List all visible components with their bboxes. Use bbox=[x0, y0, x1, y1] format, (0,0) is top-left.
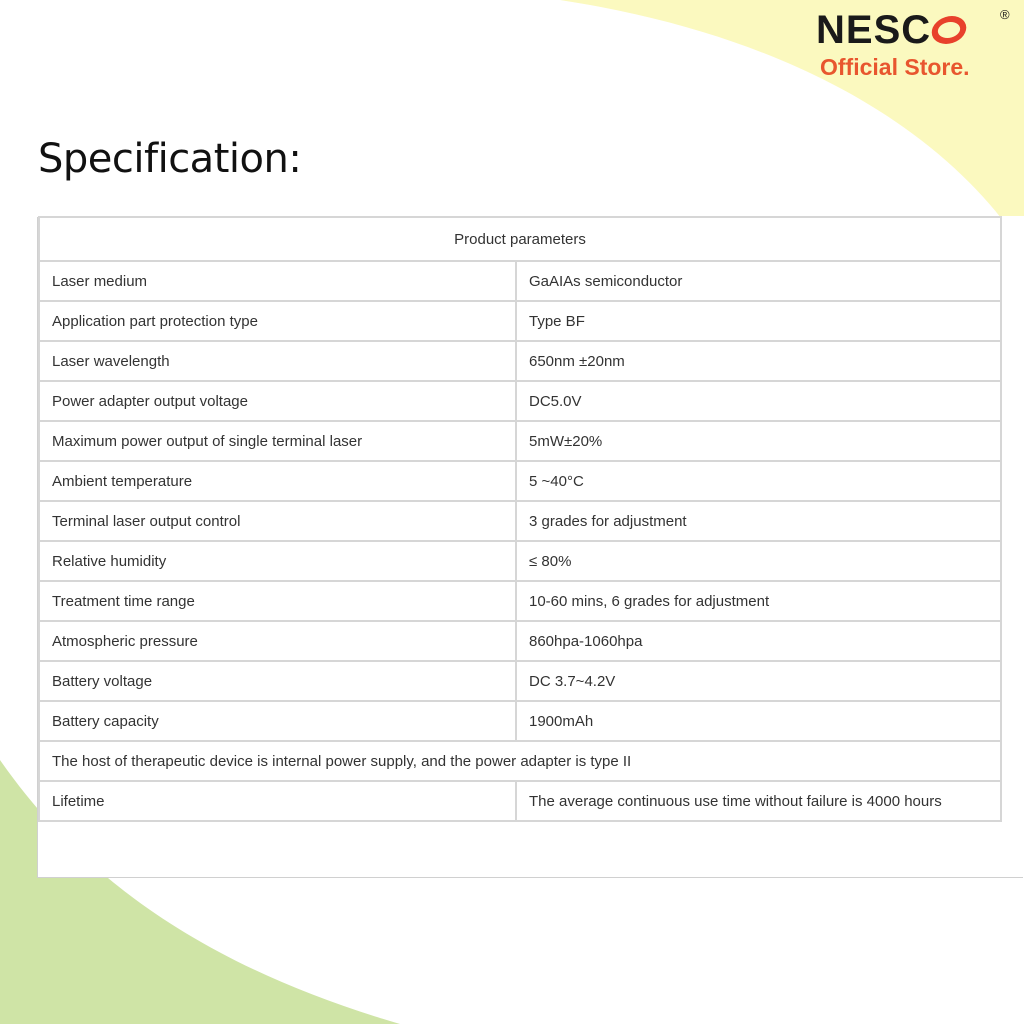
table-row bbox=[39, 461, 1001, 501]
table-row bbox=[39, 501, 1001, 541]
spec-panel bbox=[38, 216, 1024, 877]
spec-value: GaAIAs semiconductor bbox=[516, 261, 1001, 301]
spec-label: Relative humidity bbox=[39, 541, 516, 581]
spec-value: 860hpa-1060hpa bbox=[516, 621, 1001, 661]
table-title: Product parameters bbox=[39, 217, 1001, 261]
table-row bbox=[39, 421, 1001, 461]
spec-value: 1900mAh bbox=[516, 701, 1001, 741]
registered-mark: ® bbox=[1000, 7, 1011, 22]
table-row bbox=[39, 261, 1001, 301]
spec-value: Type BF bbox=[516, 301, 1001, 341]
spec-label: Laser medium bbox=[39, 261, 516, 301]
spec-value: 5mW±20% bbox=[516, 421, 1001, 461]
spec-label: Laser wavelength bbox=[39, 341, 516, 381]
table-header-row bbox=[39, 217, 1001, 261]
spec-label: Maximum power output of single terminal laser bbox=[39, 421, 516, 461]
spec-value: 3 grades for adjustment bbox=[516, 501, 1001, 541]
spec-value: DC5.0V bbox=[516, 381, 1001, 421]
table-row bbox=[39, 661, 1001, 701]
brand-wordmark bbox=[816, 7, 1016, 52]
table-row bbox=[39, 301, 1001, 341]
table-row bbox=[39, 341, 1001, 381]
table-row bbox=[39, 621, 1001, 661]
page-title: Specification: bbox=[38, 136, 302, 182]
brand-o-icon bbox=[929, 16, 969, 44]
table-row-note bbox=[39, 741, 1001, 781]
spec-label: Lifetime bbox=[39, 781, 516, 821]
brand-tagline: Official Store. bbox=[820, 54, 970, 80]
spec-label: Treatment time range bbox=[39, 581, 516, 621]
spec-value: 650nm ±20nm bbox=[516, 341, 1001, 381]
spec-label: Battery capacity bbox=[39, 701, 516, 741]
spec-label: Battery voltage bbox=[39, 661, 516, 701]
spec-value: ≤ 80% bbox=[516, 541, 1001, 581]
brand-name-text: NESC bbox=[816, 8, 932, 52]
brand-logo bbox=[816, 7, 1016, 81]
spec-note: The host of therapeutic device is internal power supply, and the power adapter is type II bbox=[39, 741, 1001, 781]
table-row bbox=[39, 781, 1001, 821]
spec-table-body bbox=[39, 261, 1001, 821]
spec-table bbox=[38, 216, 1002, 822]
table-row bbox=[39, 701, 1001, 741]
spec-value: DC 3.7~4.2V bbox=[516, 661, 1001, 701]
table-row bbox=[39, 581, 1001, 621]
spec-value: The average continuous use time without failure is 4000 hours bbox=[516, 781, 1001, 821]
spec-label: Ambient temperature bbox=[39, 461, 516, 501]
spec-label: Application part protection type bbox=[39, 301, 516, 341]
table-row bbox=[39, 541, 1001, 581]
spec-value: 10-60 mins, 6 grades for adjustment bbox=[516, 581, 1001, 621]
spec-label: Atmospheric pressure bbox=[39, 621, 516, 661]
spec-label: Power adapter output voltage bbox=[39, 381, 516, 421]
table-row bbox=[39, 381, 1001, 421]
spec-value: 5 ~40°C bbox=[516, 461, 1001, 501]
spec-label: Terminal laser output control bbox=[39, 501, 516, 541]
